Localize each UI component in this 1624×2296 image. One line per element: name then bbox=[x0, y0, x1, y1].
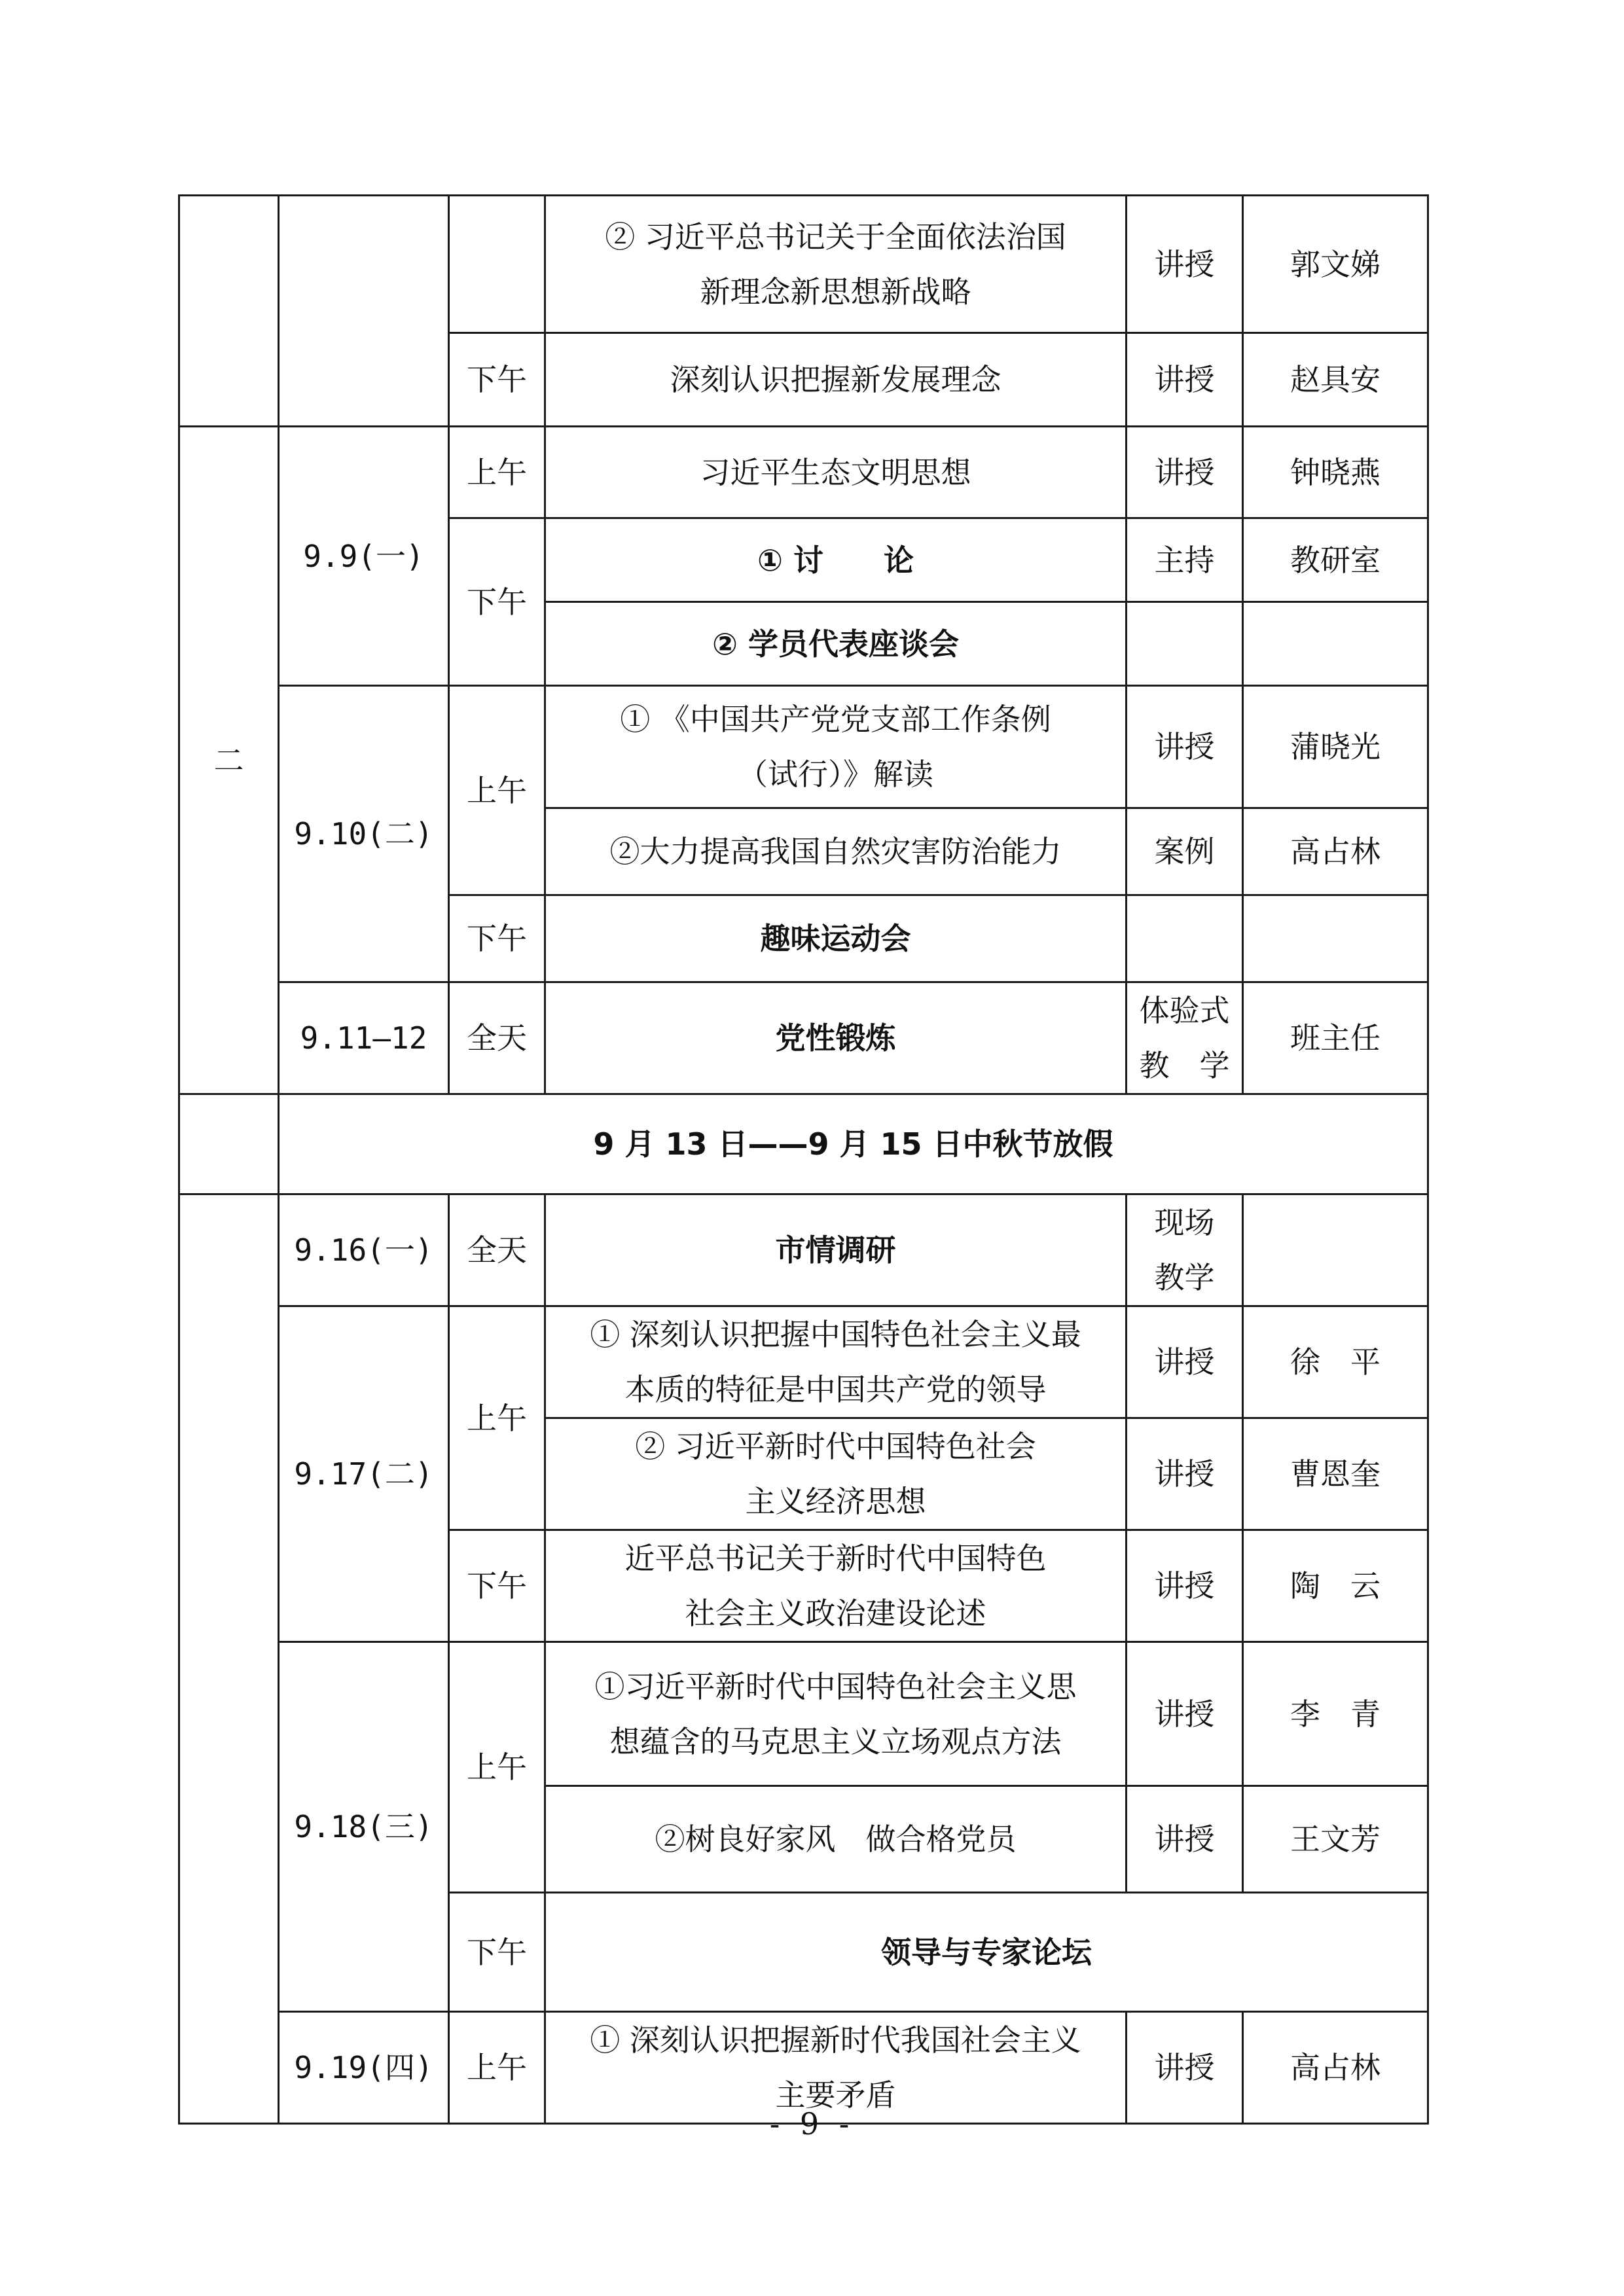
method-cell: 案例 bbox=[1127, 808, 1243, 895]
method-cell bbox=[1127, 602, 1243, 686]
lecturer-cell bbox=[1243, 895, 1428, 982]
week-cell bbox=[179, 1194, 279, 2124]
lecturer-cell: 教研室 bbox=[1243, 518, 1428, 602]
session-cell: 上午 bbox=[449, 2012, 545, 2124]
lecturer-cell: 班主任 bbox=[1243, 982, 1428, 1094]
date-cell: 9.19(四) bbox=[279, 2012, 449, 2124]
session-cell: 全天 bbox=[449, 1194, 545, 1306]
topic-cell: 党性锻炼 bbox=[545, 982, 1127, 1094]
method-cell: 讲授 bbox=[1127, 427, 1243, 518]
method-cell: 讲授 bbox=[1127, 686, 1243, 808]
session-cell: 下午 bbox=[449, 1530, 545, 1642]
week-cell bbox=[179, 1094, 279, 1194]
lecturer-cell: 李 青 bbox=[1243, 1642, 1428, 1786]
table-row bbox=[179, 982, 1428, 1094]
week-label: 二 bbox=[179, 427, 279, 1094]
lecturer-cell bbox=[1243, 1194, 1428, 1306]
topic-cell: ① 深刻认识把握新时代我国社会主义 主要矛盾 bbox=[545, 2012, 1127, 2124]
table-row bbox=[179, 686, 1428, 808]
schedule-table bbox=[178, 194, 1429, 2125]
date-cell: 9.18(三) bbox=[279, 1642, 449, 2012]
topic-cell: 趣味运动会 bbox=[545, 895, 1127, 982]
method-cell: 讲授 bbox=[1127, 1418, 1243, 1530]
lecturer-cell: 高占林 bbox=[1243, 808, 1428, 895]
topic-cell: ② 学员代表座谈会 bbox=[545, 602, 1127, 686]
lecturer-cell: 郭文娣 bbox=[1243, 196, 1428, 333]
topic-cell: 深刻认识把握新发展理念 bbox=[545, 333, 1127, 427]
date-cell: 9.9(一) bbox=[279, 427, 449, 686]
method-cell: 现场 教学 bbox=[1127, 1194, 1243, 1306]
topic-cell: 领导与专家论坛 bbox=[545, 1893, 1428, 2012]
date-cell bbox=[279, 196, 449, 427]
method-cell: 讲授 bbox=[1127, 196, 1243, 333]
date-cell: 9.16(一) bbox=[279, 1194, 449, 1306]
topic-cell: ②大力提高我国自然灾害防治能力 bbox=[545, 808, 1127, 895]
session-cell: 上午 bbox=[449, 1642, 545, 1893]
topic-cell: ② 习近平新时代中国特色社会 主义经济思想 bbox=[545, 1418, 1127, 1530]
session-cell: 下午 bbox=[449, 518, 545, 686]
topic-cell: ②树良好家风 做合格党员 bbox=[545, 1786, 1127, 1893]
table-row bbox=[179, 1642, 1428, 1786]
lecturer-cell: 钟晓燕 bbox=[1243, 427, 1428, 518]
lecturer-cell: 曹恩奎 bbox=[1243, 1418, 1428, 1530]
lecturer-cell: 蒲晓光 bbox=[1243, 686, 1428, 808]
method-cell: 讲授 bbox=[1127, 1642, 1243, 1786]
lecturer-cell: 赵具安 bbox=[1243, 333, 1428, 427]
session-cell: 上午 bbox=[449, 686, 545, 895]
topic-cell: ② 习近平总书记关于全面依法治国 新理念新思想新战略 bbox=[545, 196, 1127, 333]
session-cell: 下午 bbox=[449, 1893, 545, 2012]
session-cell: 全天 bbox=[449, 982, 545, 1094]
session-cell bbox=[449, 196, 545, 333]
method-cell: 主持 bbox=[1127, 518, 1243, 602]
method-cell: 讲授 bbox=[1127, 1306, 1243, 1418]
table-row bbox=[179, 1306, 1428, 1418]
method-cell: 讲授 bbox=[1127, 2012, 1243, 2124]
topic-cell: ① 深刻认识把握中国特色社会主义最 本质的特征是中国共产党的领导 bbox=[545, 1306, 1127, 1418]
session-cell: 上午 bbox=[449, 1306, 545, 1530]
topic-cell: ① 《中国共产党党支部工作条例 （试行）》解读 bbox=[545, 686, 1127, 808]
table-row bbox=[179, 427, 1428, 518]
topic-cell: 近平总书记关于新时代中国特色 社会主义政治建设论述 bbox=[545, 1530, 1127, 1642]
week-cell bbox=[179, 196, 279, 427]
lecturer-cell: 高占林 bbox=[1243, 2012, 1428, 2124]
topic-cell: 习近平生态文明思想 bbox=[545, 427, 1127, 518]
holiday-notice: 9 月 13 日——9 月 15 日中秋节放假 bbox=[279, 1094, 1428, 1194]
method-cell: 讲授 bbox=[1127, 333, 1243, 427]
date-cell: 9.17(二) bbox=[279, 1306, 449, 1642]
topic-cell: ①习近平新时代中国特色社会主义思 想蕴含的马克思主义立场观点方法 bbox=[545, 1642, 1127, 1786]
date-cell: 9.10(二) bbox=[279, 686, 449, 982]
table-row bbox=[179, 196, 1428, 333]
page-number: - 9 - bbox=[769, 2106, 855, 2142]
holiday-row bbox=[179, 1094, 1428, 1194]
method-cell: 讲授 bbox=[1127, 1530, 1243, 1642]
lecturer-cell: 王文芳 bbox=[1243, 1786, 1428, 1893]
session-cell: 下午 bbox=[449, 895, 545, 982]
lecturer-cell bbox=[1243, 602, 1428, 686]
date-cell: 9.11—12 bbox=[279, 982, 449, 1094]
method-cell: 讲授 bbox=[1127, 1786, 1243, 1893]
lecturer-cell: 陶 云 bbox=[1243, 1530, 1428, 1642]
session-cell: 下午 bbox=[449, 333, 545, 427]
topic-cell: 市情调研 bbox=[545, 1194, 1127, 1306]
session-cell: 上午 bbox=[449, 427, 545, 518]
table-row bbox=[179, 1194, 1428, 1306]
lecturer-cell: 徐 平 bbox=[1243, 1306, 1428, 1418]
topic-cell: ① 讨 论 bbox=[545, 518, 1127, 602]
method-cell bbox=[1127, 895, 1243, 982]
method-cell: 体验式 教 学 bbox=[1127, 982, 1243, 1094]
